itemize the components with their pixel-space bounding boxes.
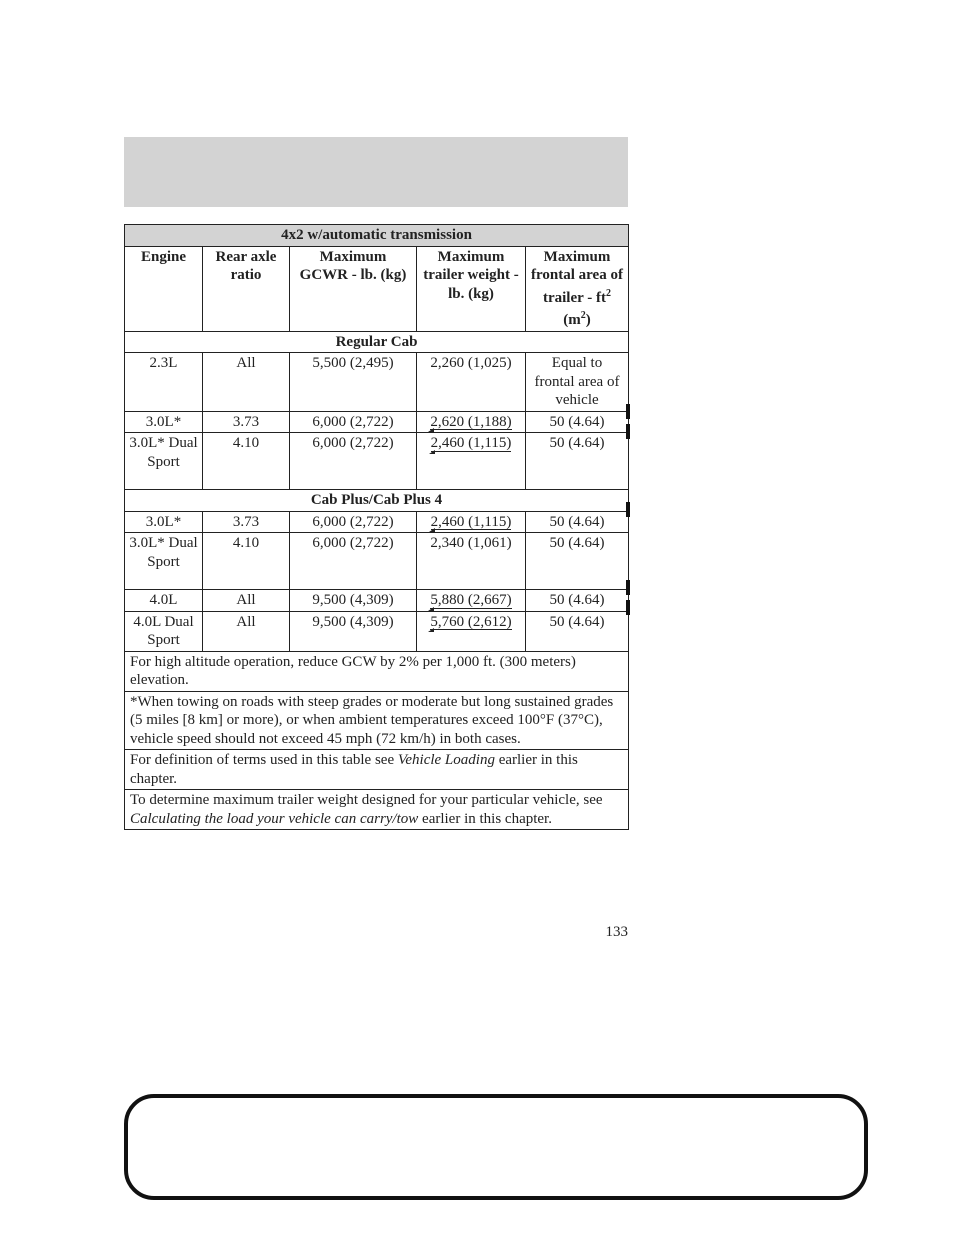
page-number: 133 [605, 924, 628, 940]
header-trailer-weight: Maximum trailer weight - lb. (kg) [417, 246, 526, 331]
change-bar [626, 404, 630, 419]
table-row [125, 590, 629, 612]
table-row [125, 353, 629, 412]
cell-gcwr: 5,500 (2,495) [290, 353, 417, 412]
cell-trailer [417, 511, 526, 533]
cell-engine: 2.3L [125, 353, 203, 412]
note-row [125, 750, 629, 790]
change-bar [626, 424, 630, 439]
header-frontal-area-text: Maximum frontal area of trailer - [531, 248, 623, 306]
cell-axle: All [203, 590, 290, 612]
changed-value: 2,460 (1,115) [430, 513, 512, 530]
table-row [125, 433, 629, 490]
cell-engine: 3.0L* [125, 411, 203, 433]
header-engine: Engine [125, 246, 203, 331]
note-definition [125, 750, 629, 790]
header-close-paren: ) [585, 312, 591, 328]
cell-area: 50 (4.64) [526, 511, 629, 533]
note-definition-post: earlier in this chapter. [130, 752, 578, 787]
note-grades: *When towing on roads with steep grades or moderate but long sustained grades (5 miles [8 km] or more), or when ambient temperatures exceed 100°F (37°C), vehicle speed should not exceed 45 mph (72 km/h) in both cases. [125, 691, 629, 750]
cell-trailer [417, 590, 526, 612]
cell-axle: 3.73 [203, 411, 290, 433]
note-determine-post: earlier in this chapter. [418, 810, 552, 827]
note-determine-italic: Calculating the load your vehicle can carry/tow [130, 810, 419, 827]
cell-area: Equal to frontal area of vehicle [526, 353, 629, 412]
note-row [125, 790, 629, 830]
cell-axle: All [203, 611, 290, 651]
header-gcwr: Maximum GCWR - lb. (kg) [290, 246, 417, 331]
cell-engine: 3.0L* Dual Sport [125, 433, 203, 490]
cell-area: 50 (4.64) [526, 411, 629, 433]
cell-axle: All [203, 353, 290, 412]
note-altitude: For high altitude operation, reduce GCW by 2% per 1,000 ft. (300 meters) elevation. [125, 651, 629, 691]
cell-trailer: 2,260 (1,025) [417, 353, 526, 412]
changed-value: 2,460 (1,115) [430, 435, 512, 451]
table-row [125, 611, 629, 651]
cell-trailer [417, 611, 526, 651]
changed-value: 5,880 (2,667) [430, 592, 512, 608]
footer-box [124, 1094, 868, 1200]
cell-gcwr: 6,000 (2,722) [290, 511, 417, 533]
changed-value: 2,620 (1,188) [430, 413, 512, 430]
section-title-cab-plus: Cab Plus/Cab Plus 4 [125, 490, 629, 512]
table-row [125, 411, 629, 433]
section-row [125, 490, 629, 512]
note-definition-italic: Vehicle Loading [397, 752, 495, 768]
cell-area: 50 (4.64) [526, 611, 629, 651]
header-frontal-area [526, 246, 629, 331]
header-band [124, 137, 628, 207]
table-title-row [125, 225, 629, 247]
section-row [125, 331, 629, 353]
header-sup-ft: 2 [606, 287, 612, 299]
towing-table [124, 224, 629, 830]
cell-engine: 4.0L [125, 590, 203, 612]
note-definition-pre: For definition of terms used in this table see [130, 752, 398, 768]
table-row [125, 533, 629, 590]
cell-area: 50 (4.64) [526, 590, 629, 612]
header-frontal-area-ft: ft [596, 289, 607, 306]
cell-axle: 3.73 [203, 511, 290, 533]
table-title: 4x2 w/automatic transmission [125, 225, 629, 247]
cell-axle: 4.10 [203, 433, 290, 490]
header-axle: Rear axle ratio [203, 246, 290, 331]
header-sup-m: 2 [580, 310, 586, 321]
header-row [125, 246, 629, 331]
cell-gcwr: 9,500 (4,309) [290, 611, 417, 651]
cell-gcwr: 6,000 (2,722) [290, 533, 417, 590]
note-determine [125, 790, 629, 830]
table-row [125, 511, 629, 533]
cell-area: 50 (4.64) [526, 533, 629, 590]
cell-engine: 3.0L* [125, 511, 203, 533]
note-row [125, 691, 629, 750]
cell-gcwr: 6,000 (2,722) [290, 433, 417, 490]
change-bar [626, 580, 630, 595]
header-frontal-area-m: (m [563, 312, 581, 328]
note-determine-pre: To determine maximum trailer weight designed for your particular vehicle, see [130, 792, 603, 808]
cell-gcwr: 9,500 (4,309) [290, 590, 417, 612]
cell-engine: 4.0L Dual Sport [125, 611, 203, 651]
cell-area: 50 (4.64) [526, 433, 629, 490]
cell-axle: 4.10 [203, 533, 290, 590]
cell-trailer [417, 411, 526, 433]
change-bar [626, 600, 630, 615]
changed-value: 5,760 (2,612) [430, 613, 512, 630]
cell-gcwr: 6,000 (2,722) [290, 411, 417, 433]
cell-trailer [417, 433, 526, 490]
change-bar [626, 502, 630, 517]
cell-trailer: 2,340 (1,061) [417, 533, 526, 590]
cell-engine: 3.0L* Dual Sport [125, 533, 203, 590]
note-row [125, 651, 629, 691]
section-title-regular-cab: Regular Cab [125, 331, 629, 353]
